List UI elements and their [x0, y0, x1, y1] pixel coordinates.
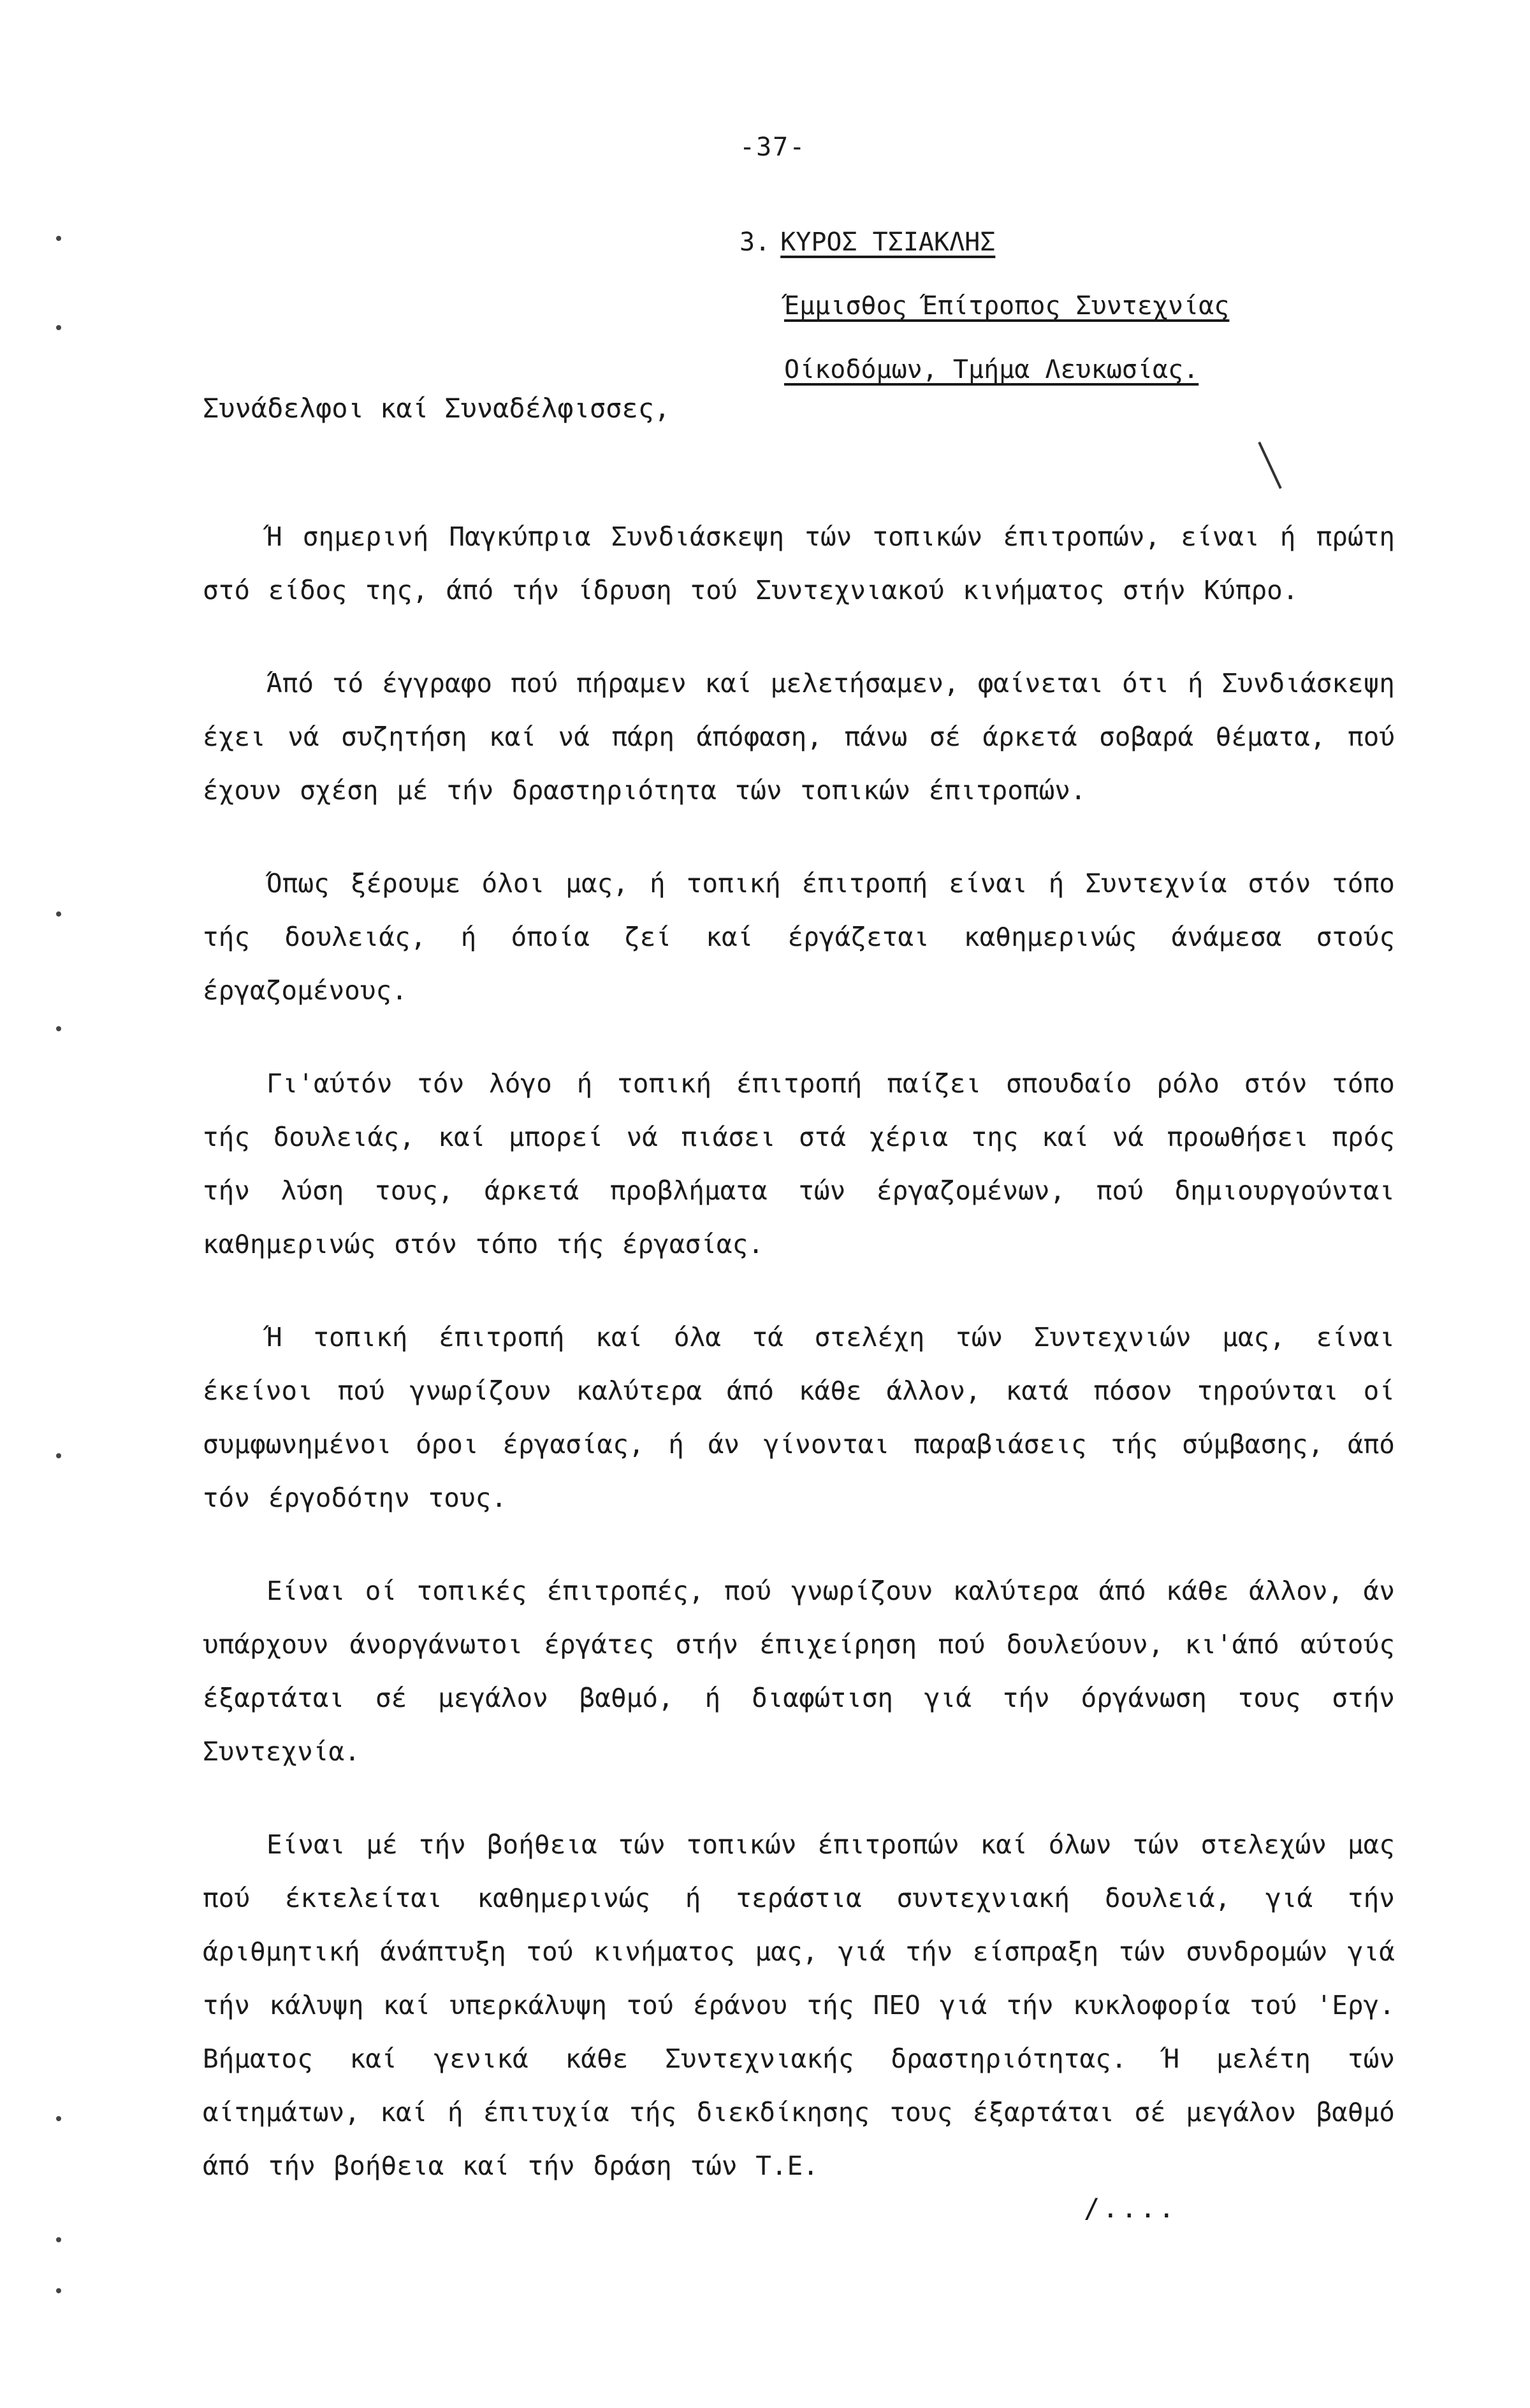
paragraph: Ή σημερινή Παγκύπρια Συνδιάσκεψη τών τοπικών έπιτροπών, είναι ή πρώτη στό είδος της, άπό τήν ίδρυση τού Συντεχνιακού κινήματος στήν Κύπρο.	[203, 521, 1395, 606]
speaker-role-2: Οίκοδόμων, Τμήμα Λευκωσίας.	[784, 355, 1199, 384]
speaker-heading	[740, 210, 1229, 402]
margin-dot	[56, 2237, 61, 2242]
paragraph: Είναι οί τοπικές έπιτροπές, πού γνωρίζουν καλύτερα άπό κάθε άλλον, άν υπάρχουν άνοργάνωτοι έργάτες στήν έπιχείρηση πού δουλεύουν, κι'άπό αύτούς έξαρτάται σέ μεγάλον βαθμό, ή διαφώτιση γιά τήν όργάνωση τους στήν Συντεχνία.	[203, 1576, 1395, 1767]
margin-dot	[56, 2116, 61, 2121]
speech-body	[203, 510, 1395, 2232]
margin-dot	[56, 236, 61, 241]
margin-dot	[56, 2288, 61, 2293]
salutation: Συνάδελφοι καί Συναδέλφισσες,	[203, 393, 671, 424]
paragraph: Είναι μέ τήν βοήθεια τών τοπικών έπιτροπών καί όλων τών στελεχών μας πού έκτελείται καθημερινώς ή τεράστια συντεχνιακή δουλειά, γιά τήν άριθμητική άνάπτυξη τού κινήματος μας, γιά τήν είσπραξη τών συνδρομών γιά τήν κάλυψη καί υπερκάλυψη τού έράνου τής ΠΕΟ γιά τήν κυκλοφορία τού 'Εργ. Βήματος καί γενικά κάθε Συντεχνιακής δραστηριότητας. Ή μελέτη τών αίτημάτων, καί ή έπιτυχία τής διεκδίκησης τους έξαρτάται σέ μεγάλον βαθμό άπό τήν βοήθεια καί τήν δράση τών Τ.Ε.	[203, 1829, 1395, 2181]
paragraph: Όπως ξέρουμε όλοι μας, ή τοπική έπιτροπή είναι ή Συντεχνία στόν τόπο τής δουλειάς, ή όποία ζεί καί έργάζεται καθημερινώς άνάμεσα στούς έργαζομένους.	[203, 868, 1395, 1006]
speaker-role-line-2	[740, 338, 1229, 402]
margin-dot	[56, 325, 61, 330]
handwritten-slash-mark	[1258, 442, 1281, 489]
paragraph: Άπό τό έγγραφο πού πήραμεν καί μελετήσαμεν, φαίνεται ότι ή Συνδιάσκεψη έχει νά συζητήση καί νά πάρη άπόφαση, πάνω σέ άρκετά σοβαρά θέματα, πού έχουν σχέση μέ τήν δραστηριότητα τών τοπικών έπιτροπών.	[203, 668, 1395, 806]
margin-dot	[56, 1453, 61, 1458]
speaker-name-line	[740, 210, 1229, 274]
margin-dot	[56, 1026, 61, 1031]
paragraph: Ή τοπική έπιτροπή καί όλα τά στελέχη τών Συντεχνιών μας, είναι έκείνοι πού γνωρίζουν καλύτερα άπό κάθε άλλον, κατά πόσον τηρούνται οί συμφωνημένοι όροι έργασίας, ή άν γίνονται παραβιάσεις τής σύμβασης, άπό τόν έργοδότην τους.	[203, 1322, 1395, 1513]
page-number: -37-	[740, 133, 806, 162]
paragraph: Γι'αύτόν τόν λόγο ή τοπική έπιτροπή παίζει σπουδαίο ρόλο στόν τόπο τής δουλειάς, καί μπορεί νά πιάσει στά χέρια της καί νά προωθήσει πρός τήν λύση τους, άρκετά προβλήματα τών έργαζομένων, πού δημιουργούνται καθημερινώς στόν τόπο τής έργασίας.	[203, 1068, 1395, 1259]
speaker-role-1: Έμμισθος Έπίτροπος Συντεχνίας	[784, 291, 1230, 321]
speaker-number: 3.	[740, 228, 771, 257]
speaker-role-line-1	[740, 274, 1229, 338]
speaker-name: ΚΥΡΟΣ ΤΣΙΑΚΛΗΣ	[780, 228, 996, 257]
continuation-mark: /....	[1084, 2193, 1177, 2224]
margin-dot	[56, 911, 61, 917]
